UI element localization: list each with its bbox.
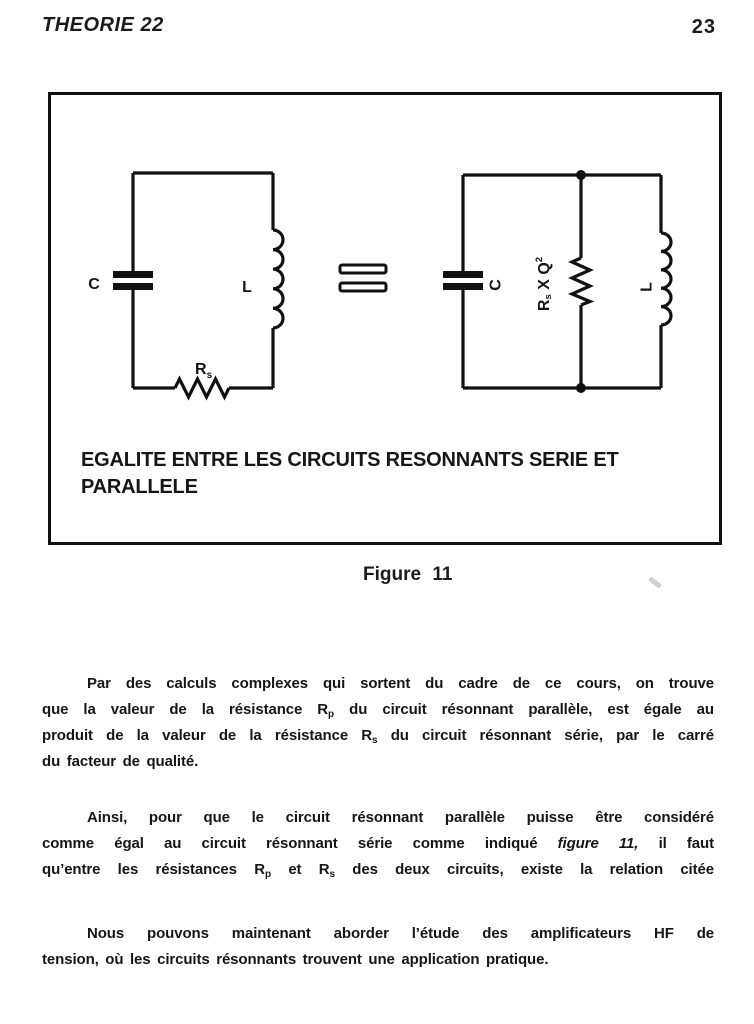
text-line: Ainsi, pour que le circuit résonnant parallèle puisse être considéré — [87, 809, 714, 826]
junction-dot — [576, 383, 586, 393]
figure-label: Figure 11 — [363, 564, 453, 585]
figure-box — [48, 92, 722, 545]
inductor-label: L — [638, 282, 656, 292]
subscript: p — [328, 709, 335, 720]
series-circuit — [88, 173, 283, 397]
paragraph-2 — [42, 805, 714, 883]
equals-icon — [340, 265, 386, 291]
paragraph-1 — [42, 671, 714, 775]
figure-caption-line1: EGALITE ENTRE LES CIRCUITS RESONNANTS SERIE ET — [81, 449, 619, 471]
subscript: s — [329, 869, 336, 880]
figure-reference: figure 11, — [557, 835, 639, 852]
figure-caption-line2: PARALLELE — [81, 476, 198, 498]
text-line: du facteur de qualité. — [42, 753, 199, 770]
text-line: qu’entre les résistances $R_p$ et $R_s$ des deux circuits, existe la relation citée — [42, 861, 715, 880]
subscript: p — [264, 869, 272, 880]
paragraph-3 — [42, 921, 714, 973]
capacitor-label: C — [487, 279, 505, 291]
inductor-icon — [273, 230, 283, 328]
capacitor-icon — [443, 271, 483, 290]
scan-smudge — [648, 576, 662, 589]
text-line: comme égal au circuit résonnant série comme indiqué figure 11, il faut — [42, 835, 715, 852]
inductor-label: L — [242, 279, 252, 296]
page-number: 23 — [691, 16, 716, 38]
resistor-label: $R_s$ X $Q^2$ — [533, 256, 554, 312]
inductor-icon — [661, 233, 671, 325]
subscript: s — [371, 735, 378, 746]
parallel-circuit — [443, 170, 671, 393]
text-line: tension, où les circuits résonnants trouvent une application pratique. — [42, 951, 549, 968]
resistor-icon — [572, 258, 590, 305]
capacitor-icon — [113, 271, 153, 290]
series-circuit-wires — [133, 173, 273, 388]
resistor-icon — [175, 379, 229, 397]
capacitor-label: C — [88, 276, 100, 293]
text-line: Nous pouvons maintenant aborder l’étude des amplificateurs HF de — [87, 925, 714, 942]
page-header-title: THEORIE 22 — [42, 14, 164, 36]
junction-dot — [576, 170, 586, 180]
text-line: que la valeur de la résistance $R_p$ du circuit résonnant parallèle, est égale au — [42, 701, 714, 720]
resistor-label: $R_s$ — [195, 361, 213, 381]
figure-caption — [81, 447, 701, 501]
text-line: produit de la valeur de la résistance $R_s$ du circuit résonnant série, par le carré — [42, 727, 714, 746]
text-line: Par des calculs complexes qui sortent du cadre de ce cours, on trouve — [87, 675, 714, 692]
